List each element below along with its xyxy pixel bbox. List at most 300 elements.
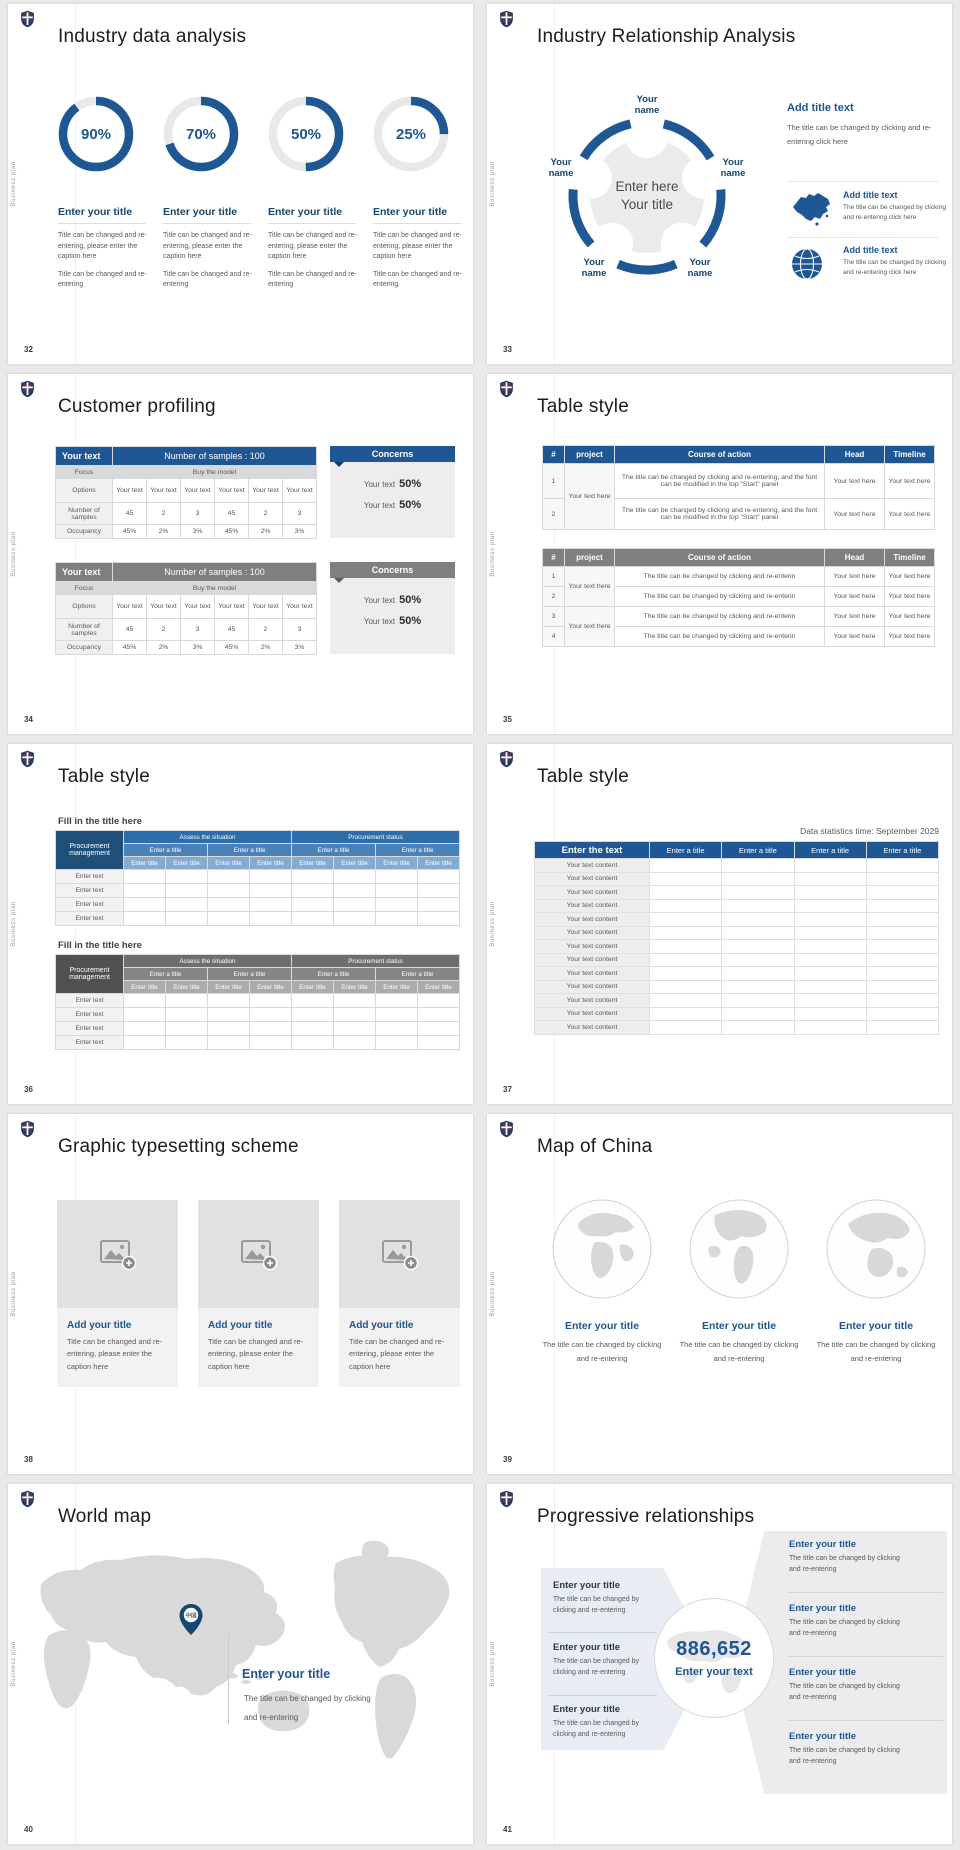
donut-item xyxy=(58,96,155,291)
university-crest-logo xyxy=(20,380,35,403)
slide-number: 33 xyxy=(503,345,512,354)
item-caption: Title can be changed and re-entering, please enter the caption here xyxy=(58,232,147,260)
brand-vertical-label: Business plan xyxy=(11,1271,17,1317)
center-line2: Your title xyxy=(620,196,674,212)
donut-item xyxy=(373,96,470,291)
china-map-icon xyxy=(787,190,833,228)
table-cell: Your text here xyxy=(885,567,935,587)
item-title: Enter your title xyxy=(268,206,343,218)
globe-icon xyxy=(787,245,833,283)
table-cell: 3% xyxy=(181,525,215,539)
row-label: Your text content xyxy=(535,872,650,886)
page-title: Industry Relationship Analysis xyxy=(537,26,796,47)
sub-header: Enter a title xyxy=(292,968,376,981)
item-title: Add title text xyxy=(843,245,898,255)
step-item xyxy=(553,1580,668,1616)
brand-vertical-label: Business plan xyxy=(11,1641,17,1687)
item-caption: Title can be changed and re-entering xyxy=(268,270,357,288)
world-map-graphic xyxy=(36,1536,456,1776)
row-label: Enter text xyxy=(56,1022,124,1036)
table-cell: Your text here xyxy=(825,607,885,627)
table-cell: 45 xyxy=(215,503,249,525)
item-title: Enter your title xyxy=(553,1580,621,1591)
callout-text: Your text xyxy=(363,501,396,510)
brand-vertical-label: Business plan xyxy=(11,531,17,577)
col-header: Enter title xyxy=(166,981,208,994)
divider xyxy=(787,181,939,182)
table-header: Enter a title xyxy=(866,842,938,859)
callout-line xyxy=(330,615,455,627)
table-cell: Buy the model xyxy=(113,582,317,595)
callout-value: 50% xyxy=(399,615,422,627)
donut-chart xyxy=(58,96,134,172)
row-label: Number of samples xyxy=(56,503,113,525)
brand-vertical-label: Business plan xyxy=(490,1271,496,1317)
table-header: Enter a title xyxy=(650,842,722,859)
row-label: Occupancy xyxy=(56,641,113,655)
page-title: Graphic typesetting scheme xyxy=(58,1136,299,1157)
divider xyxy=(373,223,461,224)
sub-header: Enter a title xyxy=(208,844,292,857)
table-header: Your text xyxy=(56,563,113,582)
table-cell: 45% xyxy=(215,641,249,655)
table-cell: 3% xyxy=(283,525,317,539)
row-label: Your text content xyxy=(535,953,650,967)
sub-header: Enter a title xyxy=(376,844,460,857)
divider xyxy=(787,237,939,238)
add-image-icon xyxy=(239,1237,279,1271)
slide-38[interactable] xyxy=(8,1114,473,1474)
university-crest-logo xyxy=(499,1120,514,1143)
col-header: Enter title xyxy=(418,981,460,994)
item-caption: The title can be changed by clicking and re-entering click here xyxy=(843,259,946,277)
row-label: Your text content xyxy=(535,913,650,927)
group-header: Assess the situation xyxy=(124,955,292,968)
row-label: Number of samples xyxy=(56,619,113,641)
page-title: Progressive relationships xyxy=(537,1506,755,1527)
table-cell: 2% xyxy=(147,525,181,539)
item-title: Enter your title xyxy=(564,1320,640,1332)
table-cell: The title can be changed by clicking and re-entering, and the font can be modified in the top "Start" panel xyxy=(615,464,825,499)
table-cell: Your text here xyxy=(825,567,885,587)
statistic-label: Enter your text xyxy=(675,1666,753,1678)
table-cell: 1 xyxy=(543,567,565,587)
page-title: Customer profiling xyxy=(58,396,216,417)
card-title: Add your title xyxy=(208,1320,273,1331)
col-header: Enter title xyxy=(250,857,292,870)
add-image-icon xyxy=(98,1237,138,1271)
table-cell: 1 xyxy=(543,464,565,499)
donut-chart xyxy=(373,96,449,172)
card-title: Add your title xyxy=(349,1320,414,1331)
table-cell: Your text here xyxy=(565,607,615,647)
col-header: Enter title xyxy=(334,857,376,870)
table-cell: Your text here xyxy=(825,464,885,499)
globe-item xyxy=(811,1197,941,1367)
callout-text: Your text xyxy=(363,596,396,605)
table-cell: 2 xyxy=(543,499,565,530)
table-header: Enter a title xyxy=(722,842,794,859)
table-header: Head xyxy=(825,549,885,567)
image-placeholder xyxy=(198,1200,319,1308)
step-item xyxy=(553,1642,668,1678)
statistic-value: 886,652 xyxy=(676,1638,752,1660)
col-header: Enter title xyxy=(208,857,250,870)
table-header: Number of samples : 100 xyxy=(113,563,317,582)
donut-chart xyxy=(268,96,344,172)
card-title: Add your title xyxy=(67,1320,132,1331)
step-item xyxy=(789,1603,944,1639)
item-caption: The title can be changed by clicking and re-entering click here xyxy=(843,204,946,222)
callout-line xyxy=(330,478,455,490)
center-statistic-circle xyxy=(654,1598,774,1718)
divider xyxy=(787,1592,943,1593)
item-caption: The title can be changed by clicking and re-entering xyxy=(816,1340,936,1364)
table-cell: 2 xyxy=(249,619,283,641)
table-cell: 2 xyxy=(147,619,181,641)
step-item xyxy=(789,1731,944,1767)
section-title: Fill in the title here xyxy=(58,940,142,951)
brand-vertical-label: Business plan xyxy=(11,161,17,207)
table-cell: 2 xyxy=(147,503,181,525)
donut-item xyxy=(163,96,260,291)
card-caption: Title can be changed and re-entering, please enter the caption here xyxy=(208,1337,304,1371)
table-header: Timeline xyxy=(885,549,935,567)
slide-33[interactable] xyxy=(487,4,952,364)
callout-title: Concerns xyxy=(330,562,455,578)
table-cell: Your text here xyxy=(825,499,885,530)
row-label: Enter text xyxy=(56,898,124,912)
row-label: Enter text xyxy=(56,870,124,884)
donut-chart xyxy=(163,96,239,172)
slide-39[interactable] xyxy=(487,1114,952,1474)
donut-chart-row xyxy=(58,96,470,291)
col-header: Enter title xyxy=(292,981,334,994)
item-title: Enter your title xyxy=(553,1642,621,1653)
table-corner: Procurement management xyxy=(56,955,124,994)
page-title: Table style xyxy=(537,396,629,417)
slide-number: 35 xyxy=(503,715,512,724)
item-title: Enter your title xyxy=(789,1667,857,1678)
row-label: Enter text xyxy=(56,1008,124,1022)
row-label: Enter text xyxy=(56,912,124,926)
callout-title: Concerns xyxy=(330,446,455,462)
row-label: Your text content xyxy=(535,967,650,981)
col-header: Enter title xyxy=(376,981,418,994)
table-cell: Focus xyxy=(56,582,113,595)
divider xyxy=(268,223,356,224)
image-card xyxy=(339,1200,460,1387)
row-label: Your text content xyxy=(535,859,650,873)
col-header: Enter title xyxy=(292,857,334,870)
item-title: Enter your title xyxy=(789,1731,857,1742)
card-caption: Title can be changed and re-entering, please enter the caption here xyxy=(67,1337,163,1371)
section-title: Add title text xyxy=(787,102,854,114)
row-label: Your text content xyxy=(535,1007,650,1021)
callout-text: Your text xyxy=(363,617,396,626)
group-header: Procurement status xyxy=(292,955,460,968)
diagram-center-text xyxy=(579,178,715,213)
col-header: Enter title xyxy=(250,981,292,994)
item-caption: The title can be changed by clicking and re-entering xyxy=(789,1747,900,1766)
university-crest-logo xyxy=(20,750,35,773)
university-crest-logo xyxy=(499,10,514,33)
node-label: Your name xyxy=(687,257,713,279)
row-label: Options xyxy=(56,479,113,503)
concerns-callout xyxy=(330,562,455,654)
slide-40[interactable] xyxy=(8,1484,473,1844)
row-label: Occupancy xyxy=(56,525,113,539)
node-label: Your name xyxy=(581,257,607,279)
table-cell: 3% xyxy=(181,641,215,655)
page-title: Industry data analysis xyxy=(58,26,247,47)
action-table-blue xyxy=(542,445,935,530)
item-caption: Title can be changed and re-entering, please enter the caption here xyxy=(268,232,357,260)
table-cell: Your text xyxy=(249,595,283,619)
slide-number: 38 xyxy=(24,1455,33,1464)
right-column xyxy=(787,102,942,150)
col-header: Enter title xyxy=(334,981,376,994)
table-cell: 2% xyxy=(249,641,283,655)
divider xyxy=(58,223,146,224)
table-cell: 3% xyxy=(283,641,317,655)
table-cell: 2% xyxy=(249,525,283,539)
table-cell: Your text here xyxy=(825,587,885,607)
callout-line xyxy=(330,499,455,511)
table-corner: Procurement management xyxy=(56,831,124,870)
table-cell: Your text here xyxy=(885,607,935,627)
sub-header: Enter a title xyxy=(124,968,208,981)
node-label: Your name xyxy=(548,157,574,179)
concerns-callout xyxy=(330,446,455,538)
image-placeholder xyxy=(339,1200,460,1308)
china-location-pin-icon xyxy=(179,1604,203,1636)
callout-value: 50% xyxy=(399,499,422,511)
divider xyxy=(549,1695,657,1696)
globe-graphic xyxy=(824,1197,928,1301)
slide-number: 39 xyxy=(503,1455,512,1464)
slide-41[interactable] xyxy=(487,1484,952,1844)
table-header: # xyxy=(543,549,565,567)
callout-value: 50% xyxy=(399,478,422,490)
callout-line xyxy=(228,1634,229,1724)
step-item xyxy=(789,1667,944,1703)
table-cell: Your text here xyxy=(885,627,935,647)
step-item xyxy=(553,1704,668,1740)
divider xyxy=(549,1632,657,1633)
globe-graphic xyxy=(550,1197,654,1301)
callout-text: Your text xyxy=(363,480,396,489)
center-line1: Enter here xyxy=(615,179,679,194)
table-cell: Your text xyxy=(147,595,181,619)
table-cell: Focus xyxy=(56,466,113,479)
table-cell: 3 xyxy=(181,619,215,641)
divider xyxy=(163,223,251,224)
table-cell: The title can be changed by clicking and re-entering, and the font can be modified in the top "Start" panel xyxy=(615,499,825,530)
table-cell: The title can be changed by clicking and re-enterin xyxy=(615,627,825,647)
sub-header: Enter a title xyxy=(124,844,208,857)
item-title: Enter your title xyxy=(701,1320,777,1332)
university-crest-logo xyxy=(499,380,514,403)
table-cell: Your text here xyxy=(825,627,885,647)
university-crest-logo xyxy=(20,1120,35,1143)
node-label: Your name xyxy=(720,157,746,179)
table-cell: Your text here xyxy=(885,499,935,530)
brand-vertical-label: Business plan xyxy=(490,901,496,947)
table-header: Course of action xyxy=(615,446,825,464)
slide-37[interactable] xyxy=(487,744,952,1104)
item-title: Enter your title xyxy=(789,1603,857,1614)
table-cell: Your text here xyxy=(885,587,935,607)
table-cell: 45 xyxy=(113,503,147,525)
brand-vertical-label: Business plan xyxy=(490,531,496,577)
donut-value: 70% xyxy=(185,125,217,143)
item-caption: Title can be changed and re-entering, please enter the caption here xyxy=(163,232,252,260)
table-cell: Your text xyxy=(215,595,249,619)
table-cell: 2 xyxy=(249,503,283,525)
table-header: # xyxy=(543,446,565,464)
add-image-icon xyxy=(380,1237,420,1271)
university-crest-logo xyxy=(499,1490,514,1513)
card-caption: Title can be changed and re-entering, please enter the caption here xyxy=(349,1337,445,1371)
procurement-table-blue xyxy=(55,830,460,926)
row-label: Your text content xyxy=(535,940,650,954)
action-table-gray xyxy=(542,548,935,647)
slide-32[interactable] xyxy=(8,4,473,364)
slide-number: 34 xyxy=(24,715,33,724)
table-cell: 2% xyxy=(147,641,181,655)
slide-number: 37 xyxy=(503,1085,512,1094)
item-title: Enter your title xyxy=(553,1704,621,1715)
slide-36[interactable] xyxy=(8,744,473,1104)
row-label: Your text content xyxy=(535,994,650,1008)
col-header: Enter title xyxy=(418,857,460,870)
table-cell: Buy the model xyxy=(113,466,317,479)
table-header: Course of action xyxy=(615,549,825,567)
table-cell: 3 xyxy=(283,619,317,641)
divider xyxy=(787,1656,943,1657)
table-cell: Your text xyxy=(113,479,147,503)
item-caption: The title can be changed by clicking and re-entering xyxy=(553,1720,640,1739)
col-header: Enter title xyxy=(124,981,166,994)
section-caption: The title can be changed by clicking and re-entering click here xyxy=(787,123,932,147)
procurement-table-gray xyxy=(55,954,460,1050)
row-label: Your text content xyxy=(535,980,650,994)
slide-34[interactable] xyxy=(8,374,473,734)
item-caption: The title can be changed by clicking and re-entering xyxy=(553,1658,640,1677)
table-cell: Your text xyxy=(283,595,317,619)
table-cell: Your text xyxy=(181,479,215,503)
table-cell: 45% xyxy=(113,641,147,655)
item-caption: The title can be changed by clicking and re-entering xyxy=(789,1555,900,1574)
row-label: Enter text xyxy=(56,994,124,1008)
table-cell: 3 xyxy=(543,607,565,627)
item-caption: The title can be changed by clicking and re-entering xyxy=(789,1683,900,1702)
table-header: Number of samples : 100 xyxy=(113,447,317,466)
table-cell: Your text xyxy=(283,479,317,503)
page-title: Map of China xyxy=(537,1136,653,1157)
item-caption: Title can be changed and re-entering xyxy=(373,270,462,288)
table-header: Head xyxy=(825,446,885,464)
item-title: Enter your title xyxy=(789,1539,857,1550)
item-caption: The title can be changed by clicking and re-entering xyxy=(244,1694,371,1723)
table-header: Enter a title xyxy=(794,842,866,859)
item-caption: The title can be changed by clicking and re-entering xyxy=(789,1619,900,1638)
brand-vertical-label: Business plan xyxy=(490,1641,496,1687)
table-header: project xyxy=(565,549,615,567)
table-header: Timeline xyxy=(885,446,935,464)
image-card xyxy=(57,1200,178,1387)
item-caption: Title can be changed and re-entering, please enter the caption here xyxy=(373,232,462,260)
row-label: Enter text xyxy=(56,1036,124,1050)
section-title: Fill in the title here xyxy=(58,816,142,827)
globe-item xyxy=(537,1197,667,1367)
item-caption: Title can be changed and re-entering xyxy=(58,270,147,288)
table-header: project xyxy=(565,446,615,464)
slide-35[interactable] xyxy=(487,374,952,734)
page-title: Table style xyxy=(537,766,629,787)
university-crest-logo xyxy=(499,750,514,773)
table-cell: 3 xyxy=(181,503,215,525)
item-title: Enter your title xyxy=(163,206,238,218)
table-header: Enter the text xyxy=(535,842,650,859)
image-card xyxy=(198,1200,319,1387)
table-cell: 4 xyxy=(543,627,565,647)
globe-row xyxy=(537,1197,941,1367)
group-header: Assess the situation xyxy=(124,831,292,844)
donut-value: 90% xyxy=(80,125,112,143)
table-cell: Your text xyxy=(147,479,181,503)
list-item xyxy=(787,245,948,283)
sub-header: Enter a title xyxy=(208,968,292,981)
samples-table-gray xyxy=(55,562,317,655)
brand-vertical-label: Business plan xyxy=(490,161,496,207)
table-cell: 2 xyxy=(543,587,565,607)
table-cell: 45 xyxy=(215,619,249,641)
group-header: Procurement status xyxy=(292,831,460,844)
data-table xyxy=(534,841,939,1035)
table-cell: 45% xyxy=(215,525,249,539)
globe-graphic xyxy=(687,1197,791,1301)
page-title: Table style xyxy=(58,766,150,787)
table-cell: The title can be changed by clicking and re-enterin xyxy=(615,587,825,607)
donut-value: 25% xyxy=(395,125,427,143)
table-cell: Your text xyxy=(181,595,215,619)
item-caption: The title can be changed by clicking and re-entering xyxy=(542,1340,662,1364)
table-cell: The title can be changed by clicking and re-enterin xyxy=(615,607,825,627)
item-title: Enter your title xyxy=(373,206,448,218)
row-label: Your text content xyxy=(535,886,650,900)
page-title: World map xyxy=(58,1506,152,1527)
row-label: Your text content xyxy=(535,899,650,913)
item-title: Enter your title xyxy=(838,1320,914,1332)
item-title: Add title text xyxy=(843,190,898,200)
col-header: Enter title xyxy=(124,857,166,870)
statistics-time-note: Data statistics time: September 2029 xyxy=(800,826,939,836)
slide-number: 32 xyxy=(24,345,33,354)
col-header: Enter title xyxy=(208,981,250,994)
table-cell: Your text xyxy=(113,595,147,619)
row-label: Enter text xyxy=(56,884,124,898)
sub-header: Enter a title xyxy=(292,844,376,857)
callout-line xyxy=(330,594,455,606)
item-title: Enter your title xyxy=(58,206,133,218)
table-cell: 45 xyxy=(113,619,147,641)
table-cell: 3 xyxy=(283,503,317,525)
table-header: Your text xyxy=(56,447,113,466)
image-placeholder xyxy=(57,1200,178,1308)
brand-vertical-label: Business plan xyxy=(11,901,17,947)
